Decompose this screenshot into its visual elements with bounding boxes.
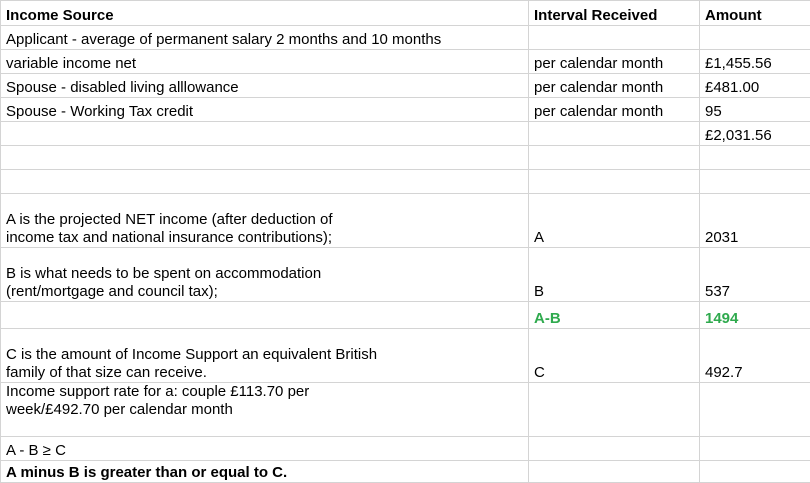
cell-empty[interactable]	[529, 122, 700, 146]
cell-spouse-dla-source[interactable]: Spouse - disabled living alllowance	[1, 74, 529, 98]
cell-label-a-minus-b[interactable]: A-B	[529, 302, 700, 329]
cell-empty[interactable]	[529, 170, 700, 194]
table-row	[1, 26, 810, 50]
cell-value-a[interactable]: 2031	[700, 194, 810, 248]
cell-empty[interactable]	[700, 146, 810, 170]
cell-applicant-interval[interactable]: per calendar month	[529, 50, 700, 74]
definition-c-line1: C is the amount of Income Support an equivalent British	[6, 346, 378, 363]
cell-empty[interactable]	[700, 437, 810, 461]
cell-spouse-dla-interval[interactable]: per calendar month	[529, 74, 700, 98]
cell-applicant-amount[interactable]: £1,455.56	[700, 50, 810, 74]
cell-spouse-dla-amount[interactable]: £481.00	[700, 74, 810, 98]
cell-applicant-source-line1[interactable]: Applicant - average of permanent salary 2 months and 10 months	[1, 26, 529, 50]
cell-value-b[interactable]: 537	[700, 248, 810, 302]
formula-text-row	[1, 461, 810, 483]
cell-value-c[interactable]: 492.7	[700, 329, 810, 383]
table-row	[1, 98, 810, 122]
cell-income-support-rate[interactable]	[1, 383, 529, 437]
difference-row	[1, 302, 810, 329]
rate-row	[1, 383, 810, 437]
cell-empty[interactable]	[529, 146, 700, 170]
definition-b-line2: (rent/mortgage and council tax);	[6, 283, 218, 300]
cell-value-a-minus-b[interactable]: 1494	[700, 302, 810, 329]
definition-c-line2: family of that size can receive.	[6, 364, 207, 381]
cell-empty[interactable]	[700, 383, 810, 437]
cell-empty[interactable]	[1, 170, 529, 194]
cell-spouse-wtc-amount[interactable]: 95	[700, 98, 810, 122]
cell-spouse-wtc-source[interactable]: Spouse - Working Tax credit	[1, 98, 529, 122]
cell-definition-a[interactable]	[1, 194, 529, 248]
cell-label-c[interactable]: C	[529, 329, 700, 383]
cell-label-b[interactable]: B	[529, 248, 700, 302]
cell-empty[interactable]	[529, 26, 700, 50]
header-income-source[interactable]: Income Source	[1, 1, 529, 26]
cell-empty[interactable]	[529, 383, 700, 437]
cell-total-amount[interactable]: £2,031.56	[700, 122, 810, 146]
cell-label-a[interactable]: A	[529, 194, 700, 248]
table-row	[1, 146, 810, 170]
rate-line1: Income support rate for a: couple £113.70 per	[6, 383, 310, 400]
cell-definition-b[interactable]	[1, 248, 529, 302]
cell-empty[interactable]	[700, 26, 810, 50]
cell-empty[interactable]	[1, 122, 529, 146]
cell-formula-text[interactable]: A minus B is greater than or equal to C.	[1, 461, 529, 483]
definition-a-line2: income tax and national insurance contributions);	[6, 229, 333, 246]
cell-empty[interactable]	[529, 437, 700, 461]
cell-formula[interactable]: A - B ≥ C	[1, 437, 529, 461]
definition-c-row	[1, 329, 810, 383]
header-amount[interactable]: Amount	[700, 1, 810, 26]
definition-b-row	[1, 248, 810, 302]
definition-b-line1: B is what needs to be spent on accommodation	[6, 265, 322, 282]
cell-empty[interactable]	[1, 146, 529, 170]
rate-line2: week/£492.70 per calendar month	[6, 401, 233, 418]
table-row	[1, 74, 810, 98]
cell-spouse-wtc-interval[interactable]: per calendar month	[529, 98, 700, 122]
header-interval-received[interactable]: Interval Received	[529, 1, 700, 26]
definition-a-row	[1, 194, 810, 248]
cell-definition-c[interactable]	[1, 329, 529, 383]
cell-empty[interactable]	[1, 302, 529, 329]
definition-a-line1: A is the projected NET income (after deduction of	[6, 211, 333, 228]
cell-empty[interactable]	[700, 170, 810, 194]
table-row	[1, 170, 810, 194]
cell-empty[interactable]	[700, 461, 810, 483]
formula-row	[1, 437, 810, 461]
cell-empty[interactable]	[529, 461, 700, 483]
cell-applicant-source-line2[interactable]: variable income net	[1, 50, 529, 74]
header-row	[1, 1, 810, 26]
table-row	[1, 50, 810, 74]
total-row	[1, 122, 810, 146]
